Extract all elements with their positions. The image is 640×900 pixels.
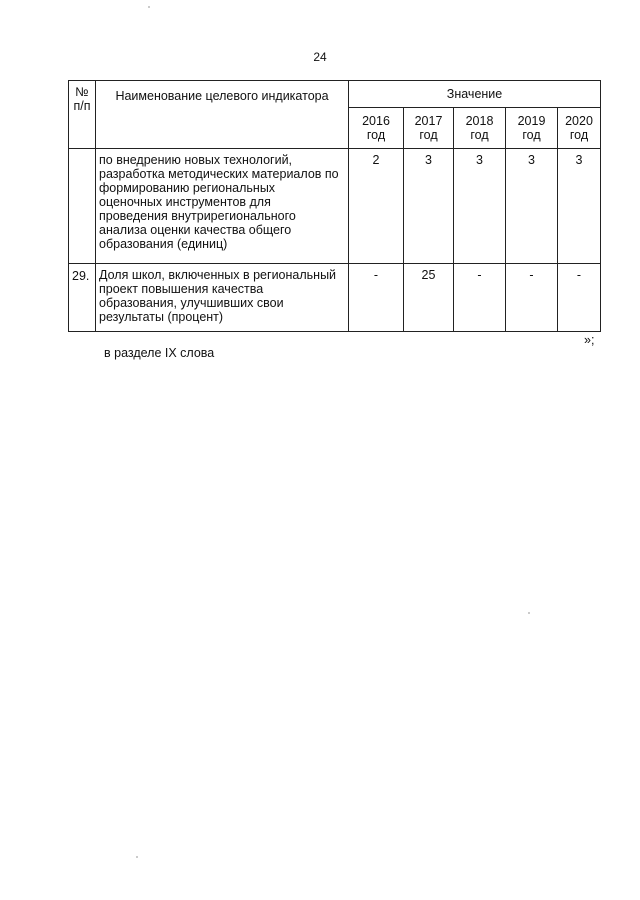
header-value-group: Значение (349, 81, 601, 108)
indicator-name-line: результаты (процент) (99, 310, 224, 324)
target-indicators-table (68, 80, 601, 332)
page-number: 24 (313, 50, 327, 64)
scan-speck (136, 856, 138, 858)
header-indicator-name: Наименование целевого индикатора (96, 81, 349, 149)
indicator-name (96, 149, 349, 264)
row-number (69, 149, 96, 264)
row-number: 29. (69, 264, 96, 332)
value-2019: 3 (506, 149, 558, 264)
indicator-name-line: Доля школ, включенных в региональный (99, 268, 337, 282)
value-2016: 2 (349, 149, 404, 264)
indicator-name-line: проект повышения качества (99, 282, 264, 296)
indicator-name-line: образования (единиц) (99, 237, 228, 251)
value-2018: - (454, 264, 506, 332)
footer-text: в разделе IX слова (104, 346, 215, 360)
indicator-name-line: проведения внутрирегионального (99, 209, 296, 223)
indicator-name-line: оценочных инструментов для (99, 195, 271, 209)
scan-speck (148, 6, 150, 8)
indicator-name (96, 264, 349, 332)
indicator-name-line: разработка методических материалов по (99, 167, 339, 181)
header-year-2020: 2020 год (558, 108, 601, 149)
header-num: № п/п (69, 81, 96, 149)
value-2019: - (506, 264, 558, 332)
indicator-name-line: образования, улучшивших свои (99, 296, 284, 310)
table-row (69, 149, 601, 264)
value-2020: 3 (558, 149, 601, 264)
table-row (69, 264, 601, 332)
header-year-2016: 2016 год (349, 108, 404, 149)
indicator-name-line: по внедрению новых технологий, (99, 153, 293, 167)
closing-quote: »; (584, 333, 595, 347)
header-row (69, 81, 601, 108)
value-2017: 3 (404, 149, 454, 264)
value-2018: 3 (454, 149, 506, 264)
scan-speck (528, 612, 530, 614)
header-year-2019: 2019 год (506, 108, 558, 149)
value-2017: 25 (404, 264, 454, 332)
indicator-name-line: формированию региональных (99, 181, 276, 195)
indicator-name-line: анализа оценки качества общего (99, 223, 292, 237)
value-2020: - (558, 264, 601, 332)
header-year-2018: 2018 год (454, 108, 506, 149)
value-2016: - (349, 264, 404, 332)
header-year-2017: 2017 год (404, 108, 454, 149)
